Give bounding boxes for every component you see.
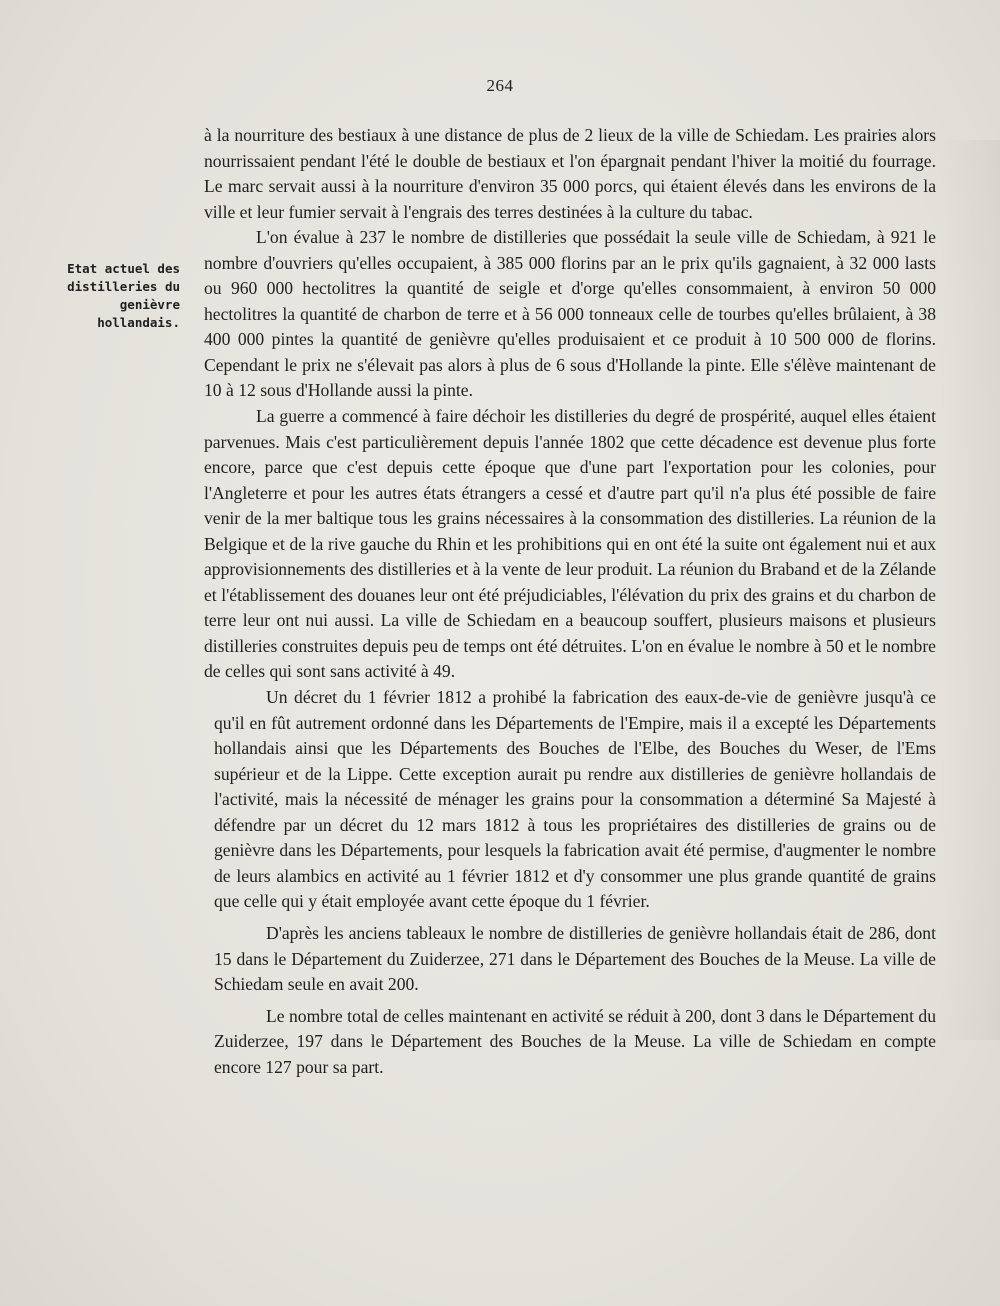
page-number: 264	[486, 76, 514, 95]
paragraph-production-figures: L'on évalue à 237 le nombre de distilleries que possédait la seule ville de Schiedam, à 921 le nombre d'ouvriers qu'elles occupaient, à 385 000 florins par an le prix qu'ils gagnaient, à 32 000 lasts ou 960 000 hectolitres la quantité de seigle et d'orge qu'elles consommaient, à environ 50 000 hectolitres la quantité de charbon de terre et à 56 000 tonneaux celle de tourbes qu'elles brûlaient, à 38 400 000 pintes la quantité de genièvre qu'elles produisaient et ce produit à 10 500 000 de florins. Cependant le prix ne s'élevait pas alors à plus de 6 sous d'Hollande la pinte. Elle s'élève maintenant de 10 à 12 sous d'Hollande aussi la pinte.	[204, 227, 936, 401]
margin-note: Etat actuel des distilleries du genièvre hollandais.	[67, 261, 180, 330]
paragraph-decree: Un décret du 1 février 1812 a prohibé la fabrication des eaux-de-vie de genièvre jusqu'à ce qu'il en fût autrement ordonné dans les Départements de l'Empire, mais il a excepté les Départements hollandais ainsi que les Départements des Bouches de l'Elbe, des Bouches du Weser, de l'Ems supérieur et de la Lippe. Cette exception aurait pu rendre aux distilleries de genièvre hollandais de l'activité, mais la nécessité de ménager les grains pour la consommation a déterminé Sa Majesté à défendre par un décret du 12 mars 1812 à tous les propriétaires des distilleries de grains ou de genièvre dans les Départements, pour lesquels la fabrication avait été permise, d'augmenter le nombre de leurs alambics en activité au 1 février 1812 et d'y consommer une plus grande quantité de grains que celle qui y était employée avant cette époque du 1 février.	[214, 687, 936, 912]
paragraph-old-tables: D'après les anciens tableaux le nombre de distilleries de genièvre hollandais était de 286, dont 15 dans le Département du Zuiderzee, 271 dans le Département des Bouches de la Meuse. La ville de Schiedam seule en avait 200.	[214, 922, 936, 995]
paragraph-current-total: Le nombre total de celles maintenant en activité se réduit à 200, dont 3 dans le Département du Zuiderzee, 197 dans le Département des Bouches de la Meuse. La ville de Schiedam en compte encore 127 pour sa part.	[214, 1005, 936, 1077]
paragraph-decline: La guerre a commencé à faire déchoir les distilleries du degré de prospérité, auquel elles étaient parvenues. Mais c'est particulièrement depuis l'année 1802 que cette décadence est devenue plus forte encore, parce que c'est depuis cette époque que d'une part l'exportation pour les colonies, pour l'Angleterre et pour les autres états étrangers a cessé et d'autre part qu'il n'a plus été possible de faire venir de la mer baltique tous les grains nécessaires à la consommation des distilleries. La réunion de la Belgique et de la rive gauche du Rhin et les prohibitions qui en ont été la suite ont également nui et aux approvisionnements des distilleries et à la vente de leur produit. La réunion du Braband et de la Zélande et l'établissement des douanes leur ont été préjudiciables, l'élévation du prix des grains et du charbon de terre leur ont nui aussi. La ville de Schiedam en a beaucoup souffert, plusieurs maisons et plusieurs distilleries construites depuis peu de temps ont été détruites. L'on en évalue le nombre à 50 et le nombre de celles qui sont sans activité à 49.	[204, 406, 936, 682]
paragraph-continuation: à la nourriture des bestiaux à une distance de plus de 2 lieux de la ville de Schiedam. Les prairies alors nourrissaient pendant l'été le double de bestiaux et l'on épargnait pendant l'hiver la moitié du fourrage. Le marc servait aussi à la nourriture d'environ 35 000 porcs, qui étaient élevés dans les environs de la ville et leur fumier servait à l'engrais des terres destinées à la culture du tabac.	[204, 125, 936, 222]
page-edge-shadow	[940, 140, 1000, 1040]
body-text	[204, 123, 936, 1080]
